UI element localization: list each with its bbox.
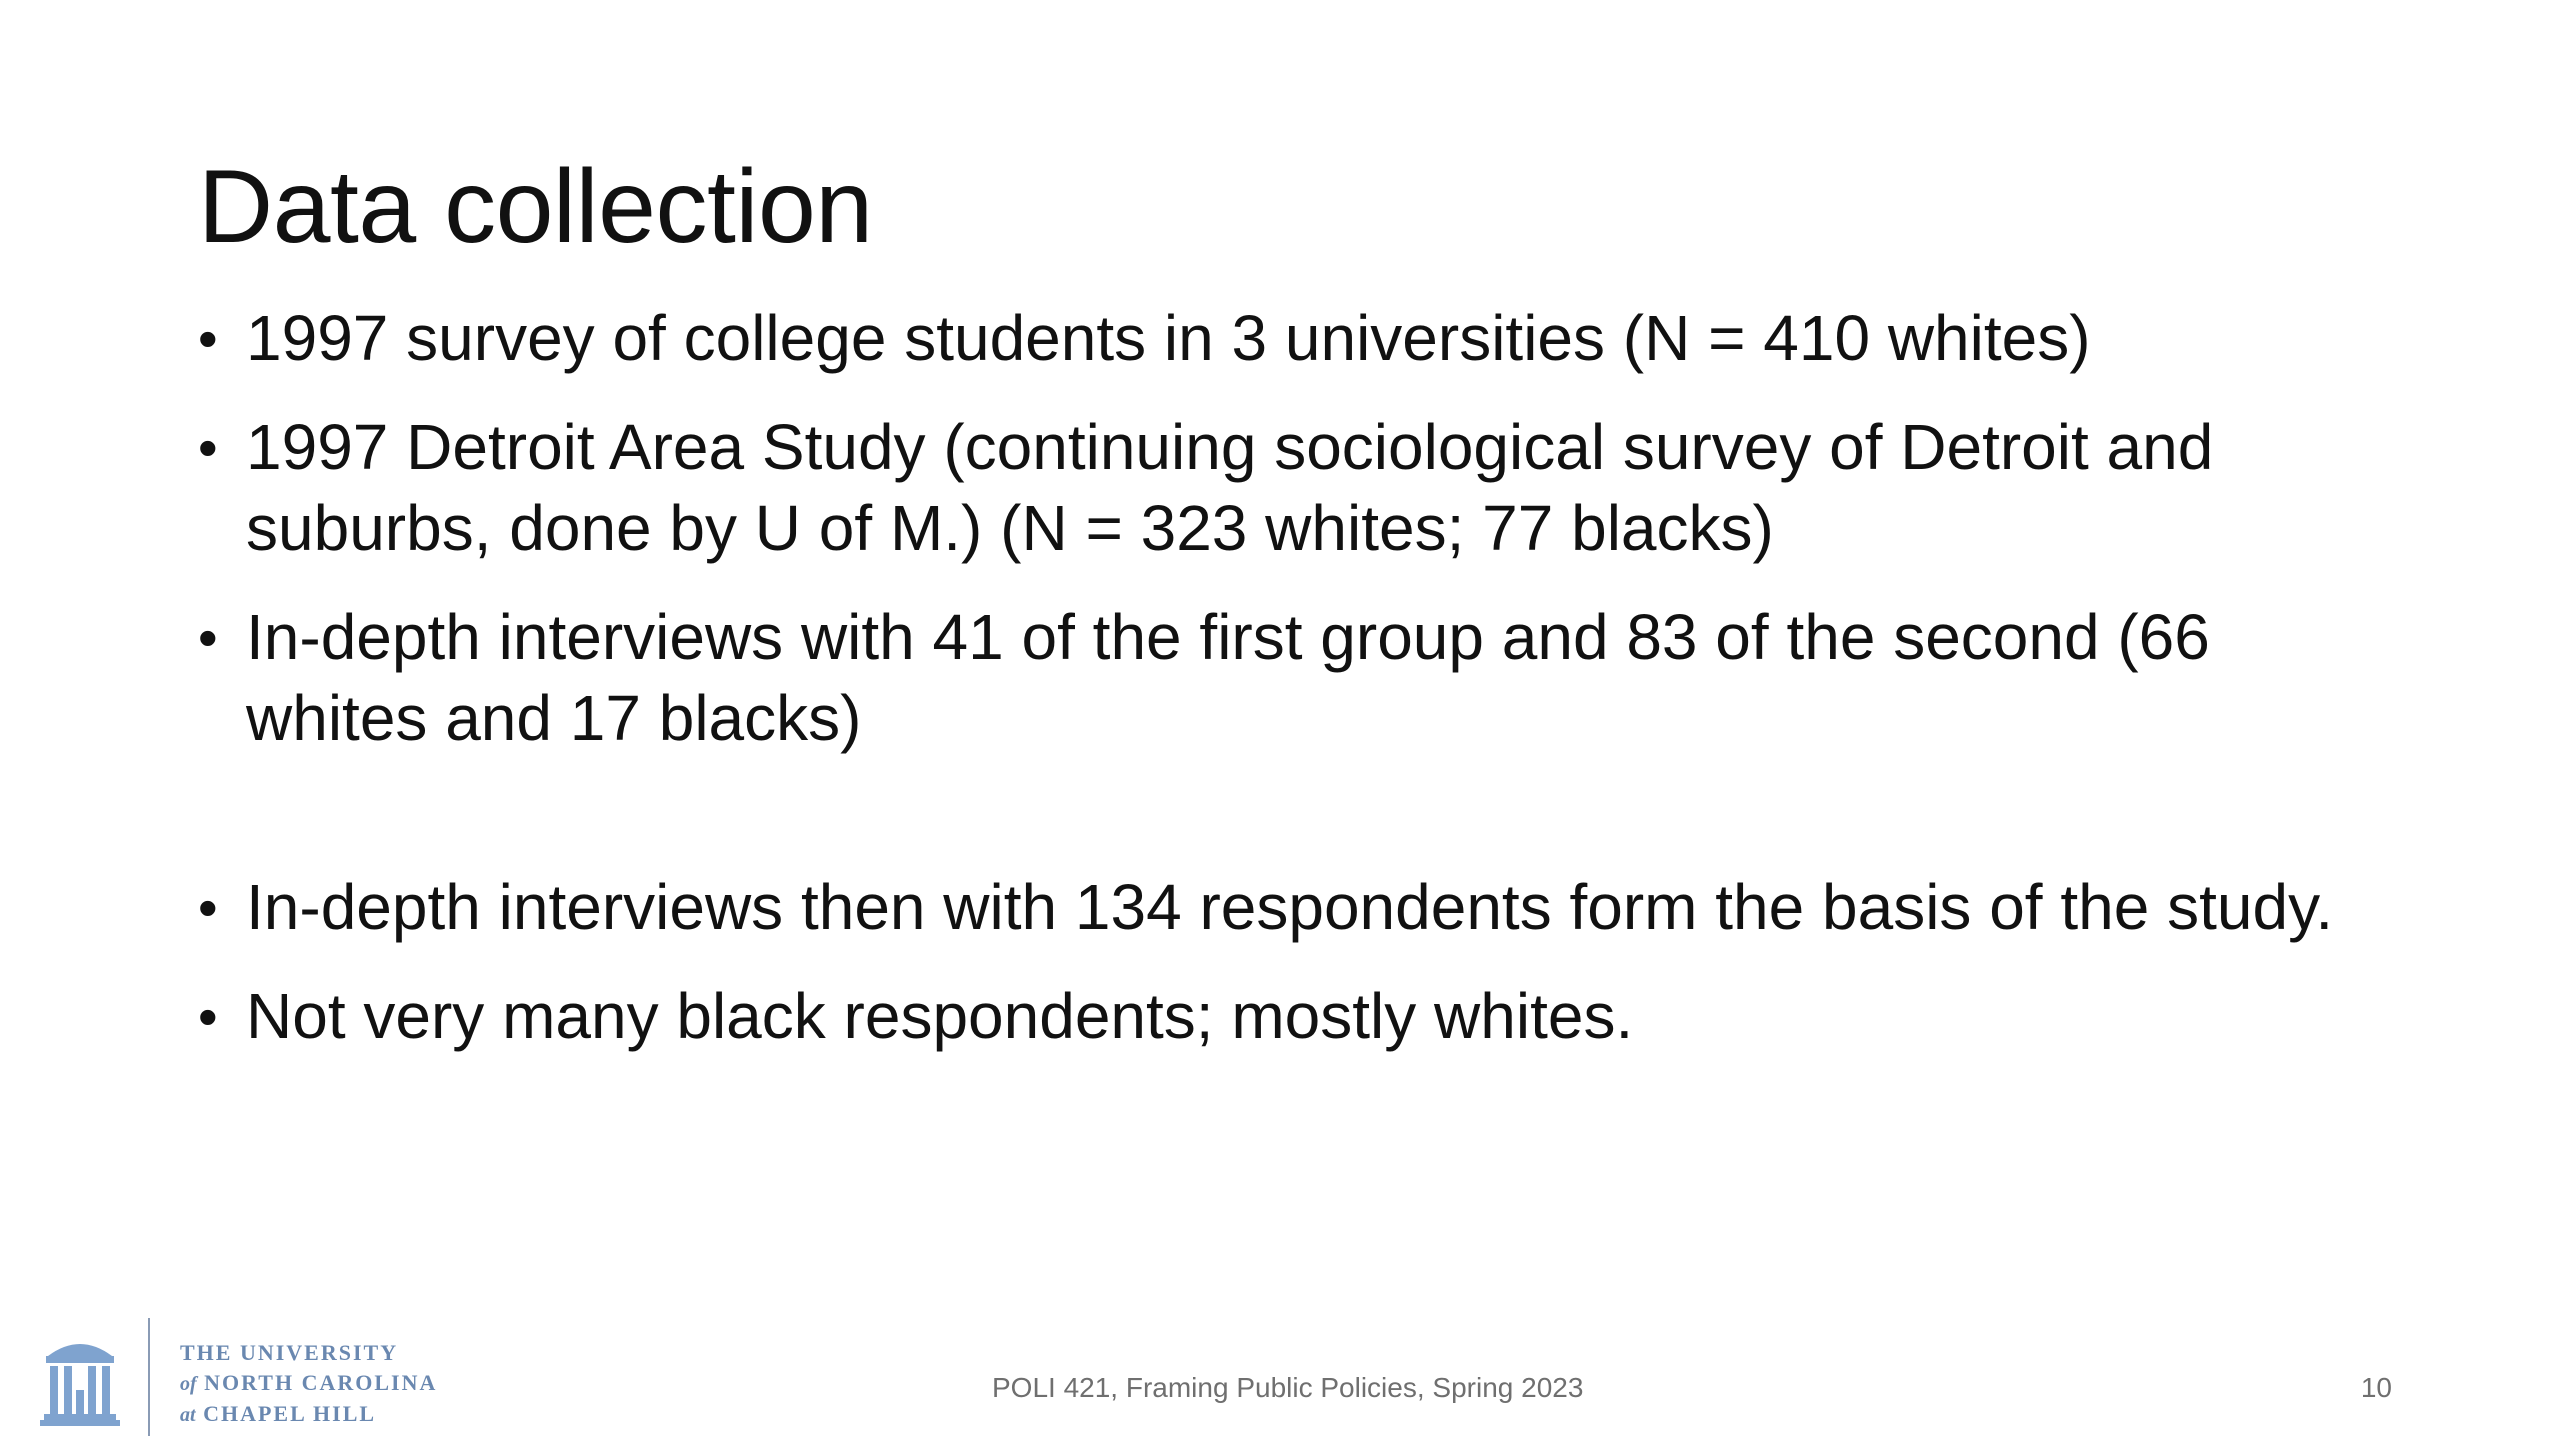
bullet-dot: • bbox=[198, 416, 218, 479]
logo-divider bbox=[148, 1318, 150, 1436]
bullet-item bbox=[198, 597, 2398, 759]
bullet-dot: • bbox=[198, 876, 218, 939]
bullet-dot: • bbox=[198, 307, 218, 370]
logo-line-2: of NORTH CAROLINA bbox=[180, 1370, 438, 1395]
old-well-icon bbox=[40, 1328, 120, 1428]
bullet-item bbox=[198, 407, 2398, 569]
slide-title: Data collection bbox=[198, 149, 873, 265]
logo-line-3: at CHAPEL HILL bbox=[180, 1401, 377, 1426]
bullet-list bbox=[198, 298, 2398, 1085]
bullet-dot: • bbox=[198, 606, 218, 669]
page-number: 10 bbox=[2360, 1372, 2392, 1403]
bullet-item bbox=[198, 976, 2398, 1057]
logo-wordmark bbox=[180, 1338, 437, 1430]
bullet-text: In-depth interviews with 41 of the first group and 83 of the second (66 whites and 17 blacks) bbox=[246, 601, 2210, 754]
bullet-text: Not very many black respondents; mostly whites. bbox=[246, 980, 1634, 1052]
logo-line-1: THE UNIVERSITY bbox=[180, 1340, 399, 1365]
unc-logo bbox=[40, 1318, 480, 1438]
bullet-item bbox=[198, 298, 2398, 379]
bullet-text: In-depth interviews then with 134 respondents form the basis of the study. bbox=[246, 871, 2334, 943]
bullet-dot: • bbox=[198, 985, 218, 1048]
bullet-text: 1997 survey of college students in 3 universities (N = 410 whites) bbox=[246, 302, 2091, 374]
bullet-item bbox=[198, 867, 2398, 948]
bullet-text: 1997 Detroit Area Study (continuing sociological survey of Detroit and suburbs, done by U of M.) (N = 323 whites; 77 blacks) bbox=[246, 411, 2214, 564]
footer-course: POLI 421, Framing Public Policies, Spring 2023 bbox=[992, 1372, 1584, 1403]
